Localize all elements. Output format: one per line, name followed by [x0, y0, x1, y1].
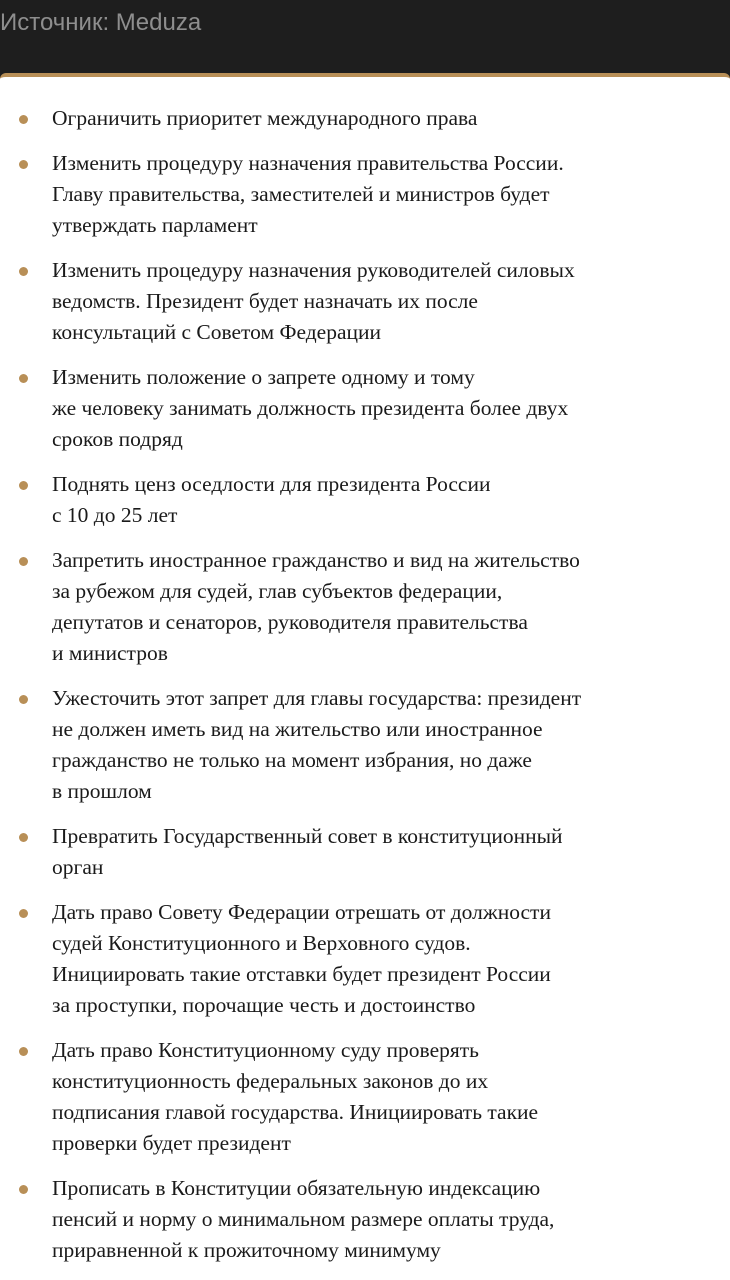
list-item-line: орган [52, 855, 104, 879]
list-item [0, 545, 700, 669]
list-item-line: Поднять ценз оседлости для президента России [52, 472, 491, 496]
list-item-line: Запретить иностранное гражданство и вид на жительство [52, 548, 580, 572]
amendments-list [0, 77, 730, 1266]
list-item-line: и министров [52, 641, 168, 665]
list-item-line: подписания главой государства. Инициировать такие [52, 1100, 539, 1124]
content-card [0, 73, 730, 1280]
list-item [0, 255, 700, 348]
list-item-line: Изменить положение о запрете одному и тому [52, 365, 475, 389]
list-item [0, 1035, 700, 1159]
list-item-line: за рубежом для судей, глав субъектов федерации, [52, 579, 503, 603]
list-item [0, 683, 700, 807]
list-item-line: ведомств. Президент будет назначать их после [52, 289, 478, 313]
bullet-icon [19, 115, 28, 124]
list-item [0, 469, 700, 531]
bullet-icon [19, 481, 28, 490]
source-caption: Источник: Meduza [0, 9, 202, 36]
list-item-line: Превратить Государственный совет в конституционный [52, 824, 563, 848]
list-item [0, 362, 700, 455]
list-item-line: приравненной к прожиточному минимуму [52, 1238, 441, 1262]
bullet-icon [19, 1185, 28, 1194]
list-item-line: Дать право Совету Федерации отрешать от должности [52, 900, 551, 924]
list-item-line: Главу правительства, заместителей и министров будет [52, 182, 550, 206]
list-item-line: Изменить процедуру назначения правительства России. [52, 151, 564, 175]
list-item-line: Изменить процедуру назначения руководителей силовых [52, 258, 575, 282]
list-item-line: не должен иметь вид на жительство или иностранное [52, 717, 543, 741]
list-item-line: Инициировать такие отставки будет президент России [52, 962, 551, 986]
bullet-icon [19, 557, 28, 566]
list-item-line: же человеку занимать должность президента более двух [52, 396, 569, 420]
list-item-line: Прописать в Конституции обязательную индексацию [52, 1176, 541, 1200]
header-bar [0, 0, 730, 74]
bullet-icon [19, 909, 28, 918]
list-item-line: сроков подряд [52, 427, 183, 451]
bullet-icon [19, 833, 28, 842]
list-item-line: гражданство не только на момент избрания, но даже [52, 748, 532, 772]
list-item [0, 148, 700, 241]
list-item [0, 103, 700, 134]
list-item-line: Ужесточить этот запрет для главы государства: президент [52, 686, 582, 710]
list-item [0, 897, 700, 1021]
list-item-line: проверки будет президент [52, 1131, 291, 1155]
list-item-line: Дать право Конституционному суду проверять [52, 1038, 479, 1062]
list-item-line: за проступки, порочащие честь и достоинство [52, 993, 476, 1017]
list-item-line: пенсий и норму о минимальном размере оплаты труда, [52, 1207, 555, 1231]
bullet-icon [19, 1047, 28, 1056]
list-item-line: Ограничить приоритет международного права [52, 106, 478, 130]
list-item-line: судей Конституционного и Верховного судов. [52, 931, 471, 955]
bullet-icon [19, 160, 28, 169]
bullet-icon [19, 695, 28, 704]
list-item [0, 821, 700, 883]
list-item-line: конституционность федеральных законов до их [52, 1069, 489, 1093]
list-item [0, 1173, 700, 1266]
list-item-line: с 10 до 25 лет [52, 503, 178, 527]
bullet-icon [19, 267, 28, 276]
list-item-line: депутатов и сенаторов, руководителя правительства [52, 610, 528, 634]
list-item-line: утверждать парламент [52, 213, 258, 237]
list-item-line: в прошлом [52, 779, 152, 803]
bullet-icon [19, 374, 28, 383]
list-item-line: консультаций с Советом Федерации [52, 320, 382, 344]
